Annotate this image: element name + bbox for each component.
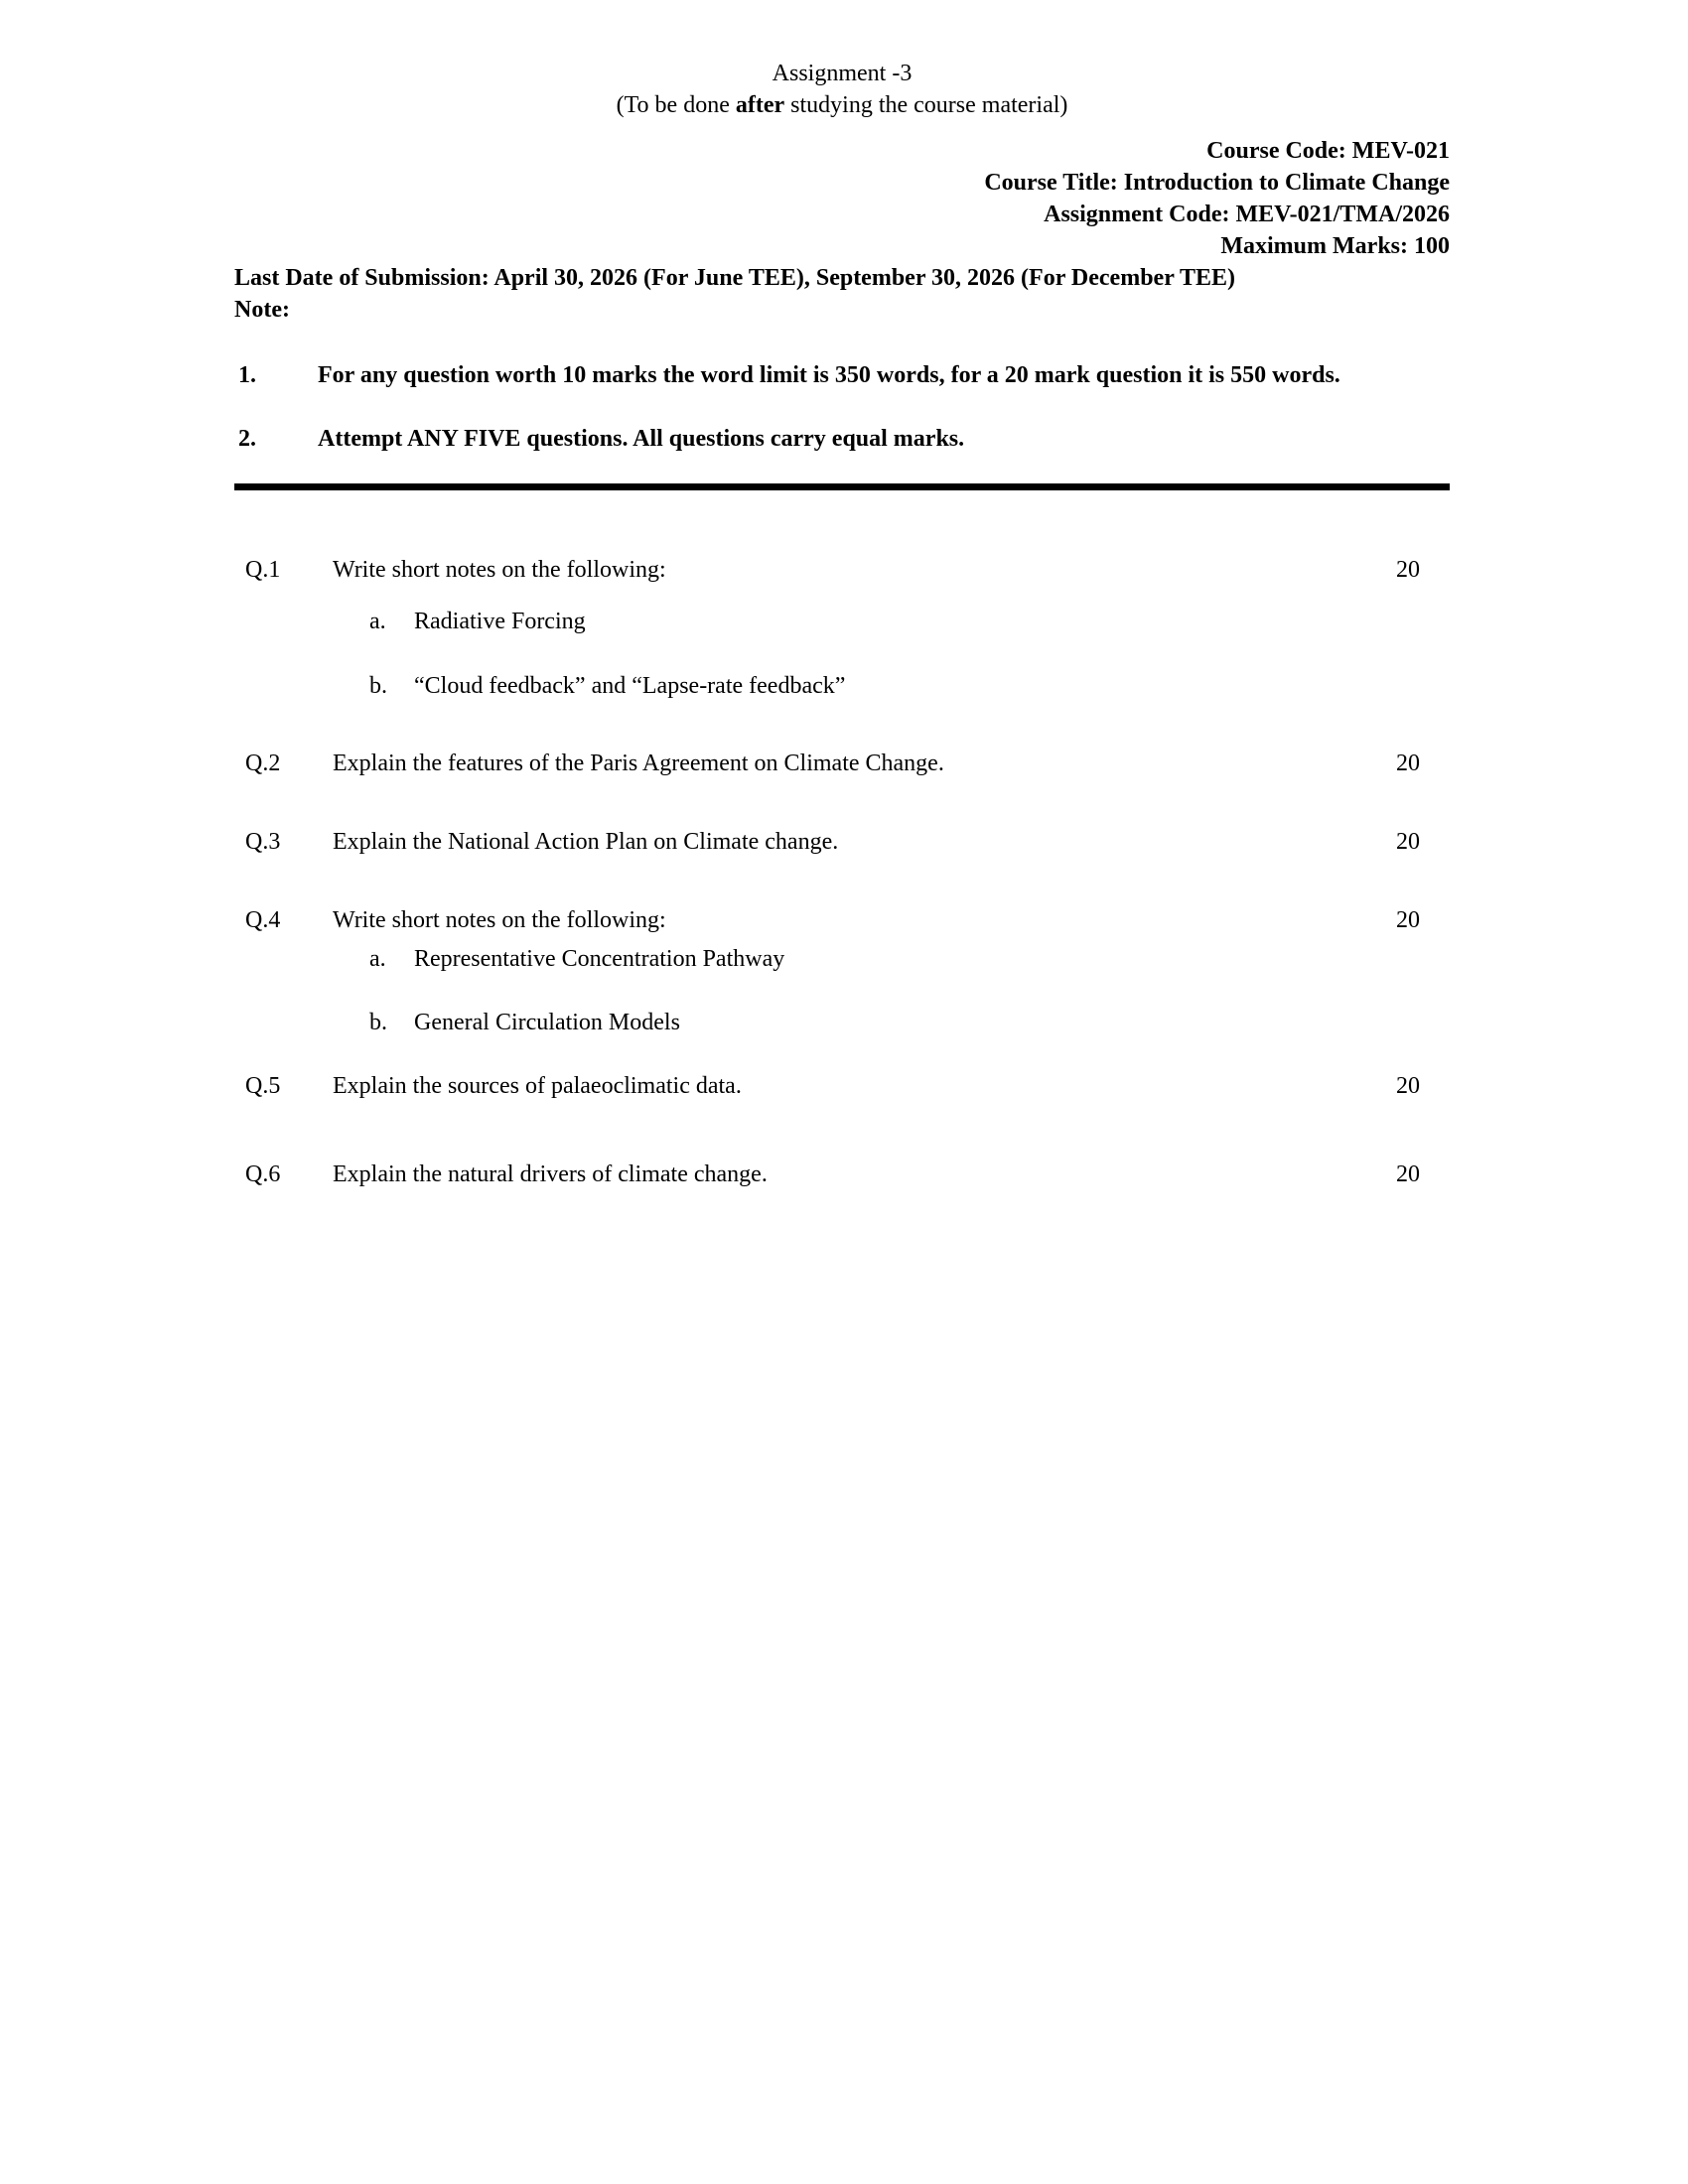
question-row (245, 554, 1450, 586)
document-subtitle (234, 89, 1450, 121)
question-text: Explain the National Action Plan on Climate change. (333, 829, 839, 855)
question-number: Q.6 (245, 1161, 281, 1187)
question-row (245, 904, 1450, 936)
question-marks: 20 (1396, 1073, 1420, 1099)
course-code-line: Course Code: MEV-021 (1206, 138, 1450, 164)
note-item-number: 1. (238, 362, 256, 388)
note-item (234, 359, 1450, 392)
question-number: Q.1 (245, 557, 281, 583)
divider-rule (234, 483, 1450, 490)
question-subitem (245, 670, 1450, 702)
question-marks: 20 (1396, 751, 1420, 776)
questions-list (234, 554, 1450, 1190)
subtitle-bold-word: after (735, 92, 785, 118)
question-row (245, 826, 1450, 858)
maximum-marks-line: Maximum Marks: 100 (1220, 233, 1450, 259)
question-marks: 20 (1396, 907, 1420, 933)
course-meta-block (234, 135, 1450, 262)
submission-deadline-line: Last Date of Submission: April 30, 2026 (For June TEE), September 30, 2026 (For December TEE) (234, 265, 1235, 291)
question-subitem (245, 606, 1450, 637)
question-row (245, 1070, 1450, 1102)
question-marks: 20 (1396, 557, 1420, 583)
subitem-text: Radiative Forcing (414, 609, 586, 634)
note-item-text: Attempt ANY FIVE questions. All questions carry equal marks. (318, 426, 965, 452)
subitem-letter: a. (369, 609, 386, 634)
question-subitem (245, 943, 1450, 975)
note-label: Note: (234, 297, 290, 323)
question-text: Explain the features of the Paris Agreement on Climate Change. (333, 751, 944, 776)
subitem-letter: a. (369, 946, 386, 972)
question-text: Write short notes on the following: (333, 557, 666, 583)
subitem-text: General Circulation Models (414, 1010, 680, 1035)
subitem-text: Representative Concentration Pathway (414, 946, 785, 972)
note-item-text: For any question worth 10 marks the word limit is 350 words, for a 20 mark question it is 550 words. (318, 362, 1340, 388)
question-number: Q.3 (245, 829, 281, 855)
question-marks: 20 (1396, 829, 1420, 855)
question-number: Q.4 (245, 907, 281, 933)
question-text: Explain the natural drivers of climate change. (333, 1161, 768, 1187)
subtitle-prefix: (To be done (616, 92, 736, 118)
question-marks: 20 (1396, 1161, 1420, 1187)
question-row (245, 748, 1450, 779)
question-number: Q.5 (245, 1073, 281, 1099)
note-item-number: 2. (238, 426, 256, 452)
note-item (234, 423, 1450, 456)
subitem-letter: b. (369, 673, 387, 699)
subitem-letter: b. (369, 1010, 387, 1035)
question-number: Q.2 (245, 751, 281, 776)
subitem-text: “Cloud feedback” and “Lapse-rate feedback” (414, 673, 846, 699)
subtitle-suffix: studying the course material) (784, 92, 1068, 118)
question-text: Write short notes on the following: (333, 907, 666, 933)
document-title: Assignment -3 (772, 61, 913, 86)
assignment-code-line: Assignment Code: MEV-021/TMA/2026 (1044, 202, 1450, 227)
course-title-line: Course Title: Introduction to Climate Change (984, 170, 1450, 196)
question-text: Explain the sources of palaeoclimatic data. (333, 1073, 742, 1099)
question-subitem (245, 1007, 1450, 1038)
question-row (245, 1159, 1450, 1190)
